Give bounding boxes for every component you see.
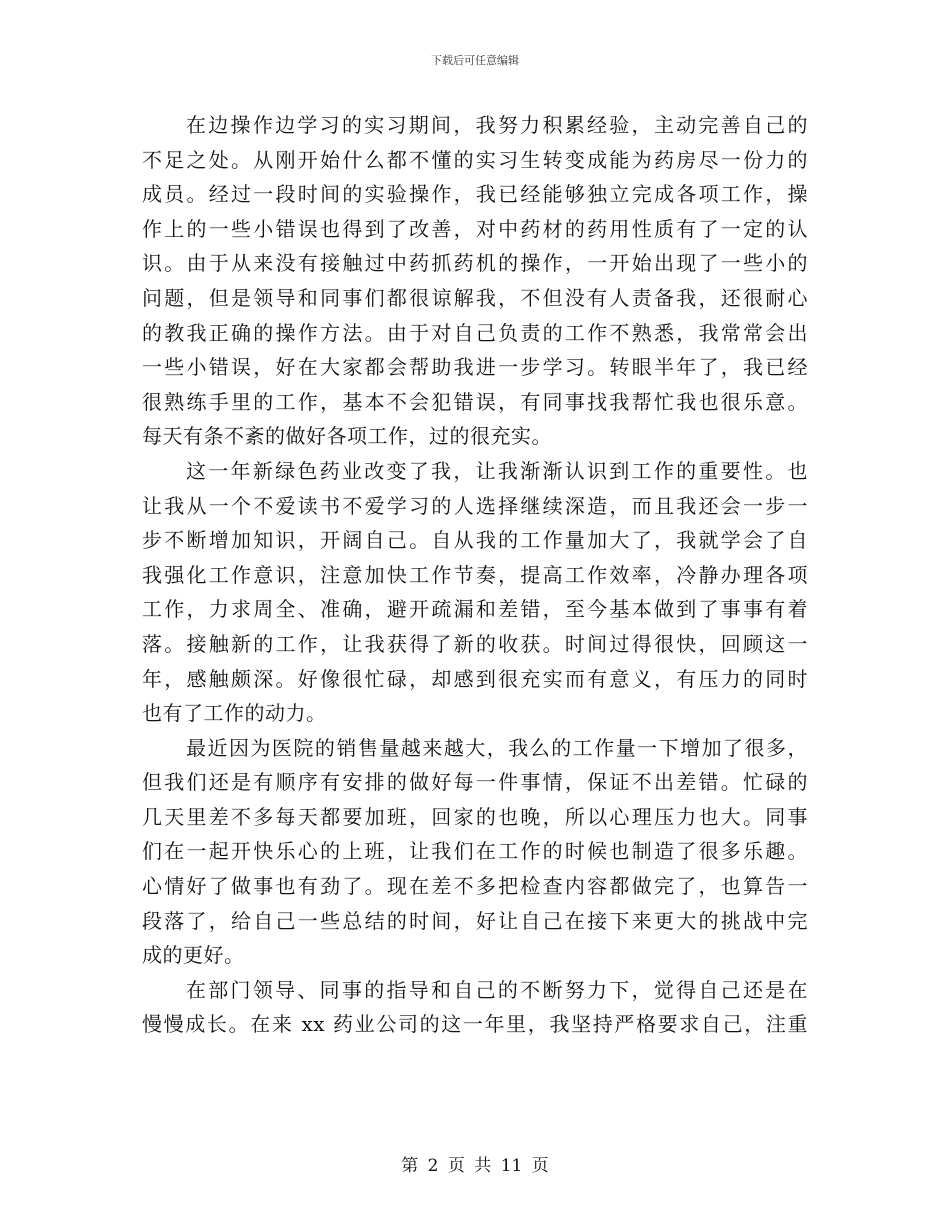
text-line: 一些小错误，好在大家都会帮助我进一步学习。转眼半年了，我已经 — [142, 355, 808, 380]
text-line: 落。接触新的工作，让我获得了新的收获。时间过得很快，回顾这一 — [142, 631, 808, 656]
text-line: 们在一起开快乐心的上班，让我们在工作的时候也制造了很多乐趣。 — [142, 839, 808, 864]
text-line: 但我们还是有顺序有安排的做好每一件事情，保证不出差错。忙碌的 — [142, 770, 808, 795]
document-body — [142, 108, 808, 1042]
paragraph-3 — [142, 731, 808, 973]
text-line: 在边操作边学习的实习期间，我努力积累经验，主动完善自己的 — [186, 113, 808, 137]
text-line: 步不断增加知识，开阔自己。自从我的工作量加大了，我就学会了自 — [142, 528, 808, 553]
text-line: 让我从一个不爱读书不爱学习的人选择继续深造，而且我还会一步一 — [142, 493, 808, 518]
text-line: 几天里差不多每天都要加班，回家的也晚，所以心理压力也大。同事 — [142, 804, 808, 829]
paragraph-2 — [142, 454, 808, 731]
text-line: 很熟练手里的工作，基本不会犯错误，有同事找我帮忙我也很乐意。 — [142, 389, 808, 414]
text-line: 成的更好。 — [142, 943, 245, 968]
text-line: 识。由于从来没有接触过中药抓药机的操作，一开始出现了一些小的 — [142, 251, 808, 276]
text-line: 慢慢成长。在来 xx 药业公司的这一年里，我坚持严格要求自己，注重 — [142, 1012, 808, 1037]
text-line: 也有了工作的动力。 — [142, 701, 327, 726]
text-line: 这一年新绿色药业改变了我，让我渐渐认识到工作的重要性。也 — [186, 458, 808, 483]
text-line: 不足之处。从刚开始什么都不懂的实习生转变成能为药房尽一份力的 — [142, 147, 808, 172]
page-footer: 第 2 页 共 11 页 — [401, 1156, 549, 1176]
text-line: 年，感触颇深。好像很忙碌，却感到很充实而有意义，有压力的同时 — [142, 666, 808, 691]
text-line: 我强化工作意识，注意加快工作节奏，提高工作效率，冷静办理各项 — [142, 562, 808, 587]
text-line: 成员。经过一段时间的实验操作，我已经能够独立完成各项工作，操 — [142, 182, 808, 207]
text-line: 最近因为医院的销售量越来越大，我么的工作量一下增加了很多， — [186, 735, 808, 760]
text-line: 在部门领导、同事的指导和自己的不断努力下，觉得自己还是在 — [186, 977, 808, 1002]
text-line: 段落了，给自己一些总结的时间，好让自己在接下来更大的挑战中完 — [142, 908, 808, 933]
text-line: 每天有条不紊的做好各项工作，过的很充实。 — [142, 424, 552, 449]
text-line: 心情好了做事也有劲了。现在差不多把检查内容都做完了，也算告一 — [142, 874, 808, 899]
paragraph-1 — [142, 108, 808, 454]
text-line: 工作，力求周全、准确，避开疏漏和差错，至今基本做到了事事有着 — [142, 597, 808, 622]
text-line: 的教我正确的操作方法。由于对自己负责的工作不熟悉，我常常会出 — [142, 320, 808, 345]
page-header: 下载后可任意编辑 — [431, 54, 519, 67]
paragraph-4 — [142, 973, 808, 1042]
text-line: 问题，但是领导和同事们都很谅解我，不但没有人责备我，还很耐心 — [142, 285, 808, 310]
text-line: 作上的一些小错误也得到了改善，对中药材的药用性质有了一定的认 — [142, 216, 808, 241]
